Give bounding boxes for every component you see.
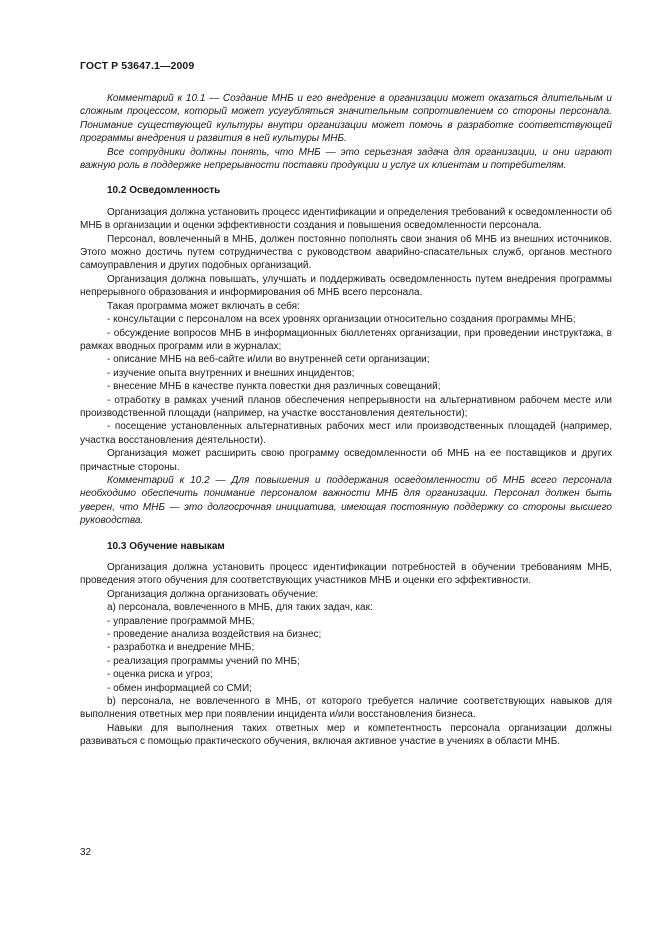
comment-10-1-paragraph-1: Комментарий к 10.1 — Создание МНБ и его внедрение в организации может оказаться длительным и сложным процессом, который может усугубляться значительным сопротивлением со стороны персонала. Понимание существующей культуры внутри организации может помочь в разработке соответствующей программы внедрения и развития в ней культуры МНБ. — [80, 93, 612, 145]
section-10-2-paragraph-4: Такая программа может включать в себя: — [107, 300, 300, 312]
list-item: - изучение опыта внутренних и внешних инцидентов; — [107, 367, 355, 379]
list-item: - обмен информацией со СМИ; — [107, 682, 252, 694]
section-10-3-item-a: а) персонала, вовлеченного в МНБ, для таких задач, как: — [107, 602, 373, 614]
comment-10-2-paragraph: Комментарий к 10.2 — Для повышения и поддержания осведомленности об МНБ всего персонала необходимо обеспечить понимание персоналом важности МНБ для организации. Персонал должен быть уверен, что МНБ — это долгосрочная инициатива, имеющая постоянную поддержку со стороны высшего руководства. — [80, 474, 612, 527]
document-header: ГОСТ Р 53647.1—2009 — [80, 60, 195, 72]
section-10-3-item-b: b) персонала, не вовлеченного в МНБ, от которого требуется наличие соответствующих навыков для выполнения ответных мер при появлении инцидента и/или восстановления бизнеса. — [80, 696, 612, 721]
section-10-3-paragraph-2: Организация должна организовать обучение: — [107, 588, 319, 600]
section-10-2-paragraph-2: Персонал, вовлеченный в МНБ, должен постоянно пополнять свои знания об МНБ из внешних источников. Этого можно достичь путем сотрудничества с руководством аварийно-спасательных служб, органов местного самоуправления и других подобных организаций. — [80, 233, 612, 272]
section-10-2-paragraph-5: Организация может расширить свою программу осведомленности об МНБ на ее поставщиков и других причастные стороны. — [80, 448, 612, 473]
section-10-3-paragraph-3: Навыки для выполнения таких ответных мер и компетентность персонала организации должны развиваться с помощью практического обучения, включая активное участие в учениях в области МНБ. — [80, 722, 612, 748]
list-item: - посещение установленных альтернативных рабочих мест или производственных площадей (например, участка восстановления деятельности). — [80, 421, 612, 446]
comment-10-1-paragraph-2: Все сотрудники должны понять, что МНБ — это серьезная задача для организации, и они играют важную роль в поддержке непрерывности поставки продукции и услуг их клиентам и потребителям. — [80, 146, 612, 172]
list-item: - проведение анализа воздействия на бизнес; — [107, 629, 322, 641]
list-item: - разработка и внедрение МНБ; — [107, 642, 255, 654]
section-10-3-heading: 10.3 Обучение навыкам — [107, 540, 225, 552]
section-10-2-paragraph-3: Организация должна повышать, улучшать и поддерживать осведомленность путем внедрения программы непрерывного образования и информирования об МНБ всего персонала. — [80, 273, 612, 299]
list-item: - реализация программы учений по МНБ; — [107, 655, 300, 667]
list-item: - внесение МНБ в качестве пункта повестки дня различных совещаний; — [107, 381, 441, 393]
section-10-2-paragraph-1: Организация должна установить процесс идентификации и определения требований к осведомленности об МНБ в организации и оценки эффективности создания и повышения осведомленности персонала. — [80, 206, 612, 232]
list-item: - описание МНБ на веб-сайте и/или во внутренней сети организации; — [107, 354, 430, 366]
page-number: 32 — [80, 847, 92, 858]
list-item: - оценка риска и угроз; — [107, 669, 213, 681]
list-item: - обсуждение вопросов МНБ в информационных бюллетенях организации, при проведении инструктажа, в рамках вводных программ или в журналах; — [80, 327, 612, 352]
section-10-2-heading: 10.2 Осведомленность — [107, 185, 221, 197]
list-item: - отработку в рамках учений планов обеспечения непрерывности на альтернативном рабочем месте или производственной площади (например, на участке восстановления деятельности); — [80, 394, 612, 419]
list-item: - управление программой МНБ; — [107, 615, 255, 627]
document-body — [80, 92, 612, 749]
section-10-3-paragraph-1: Организация должна установить процесс идентификации потребностей в обучении требованиям МНБ, проведения этого обучения для соответствующих участников МНБ и оценки его эффективности. — [80, 562, 612, 587]
list-item: - консультации с персоналом на всех уровнях организации относительно создания программы МНБ; — [107, 314, 576, 326]
